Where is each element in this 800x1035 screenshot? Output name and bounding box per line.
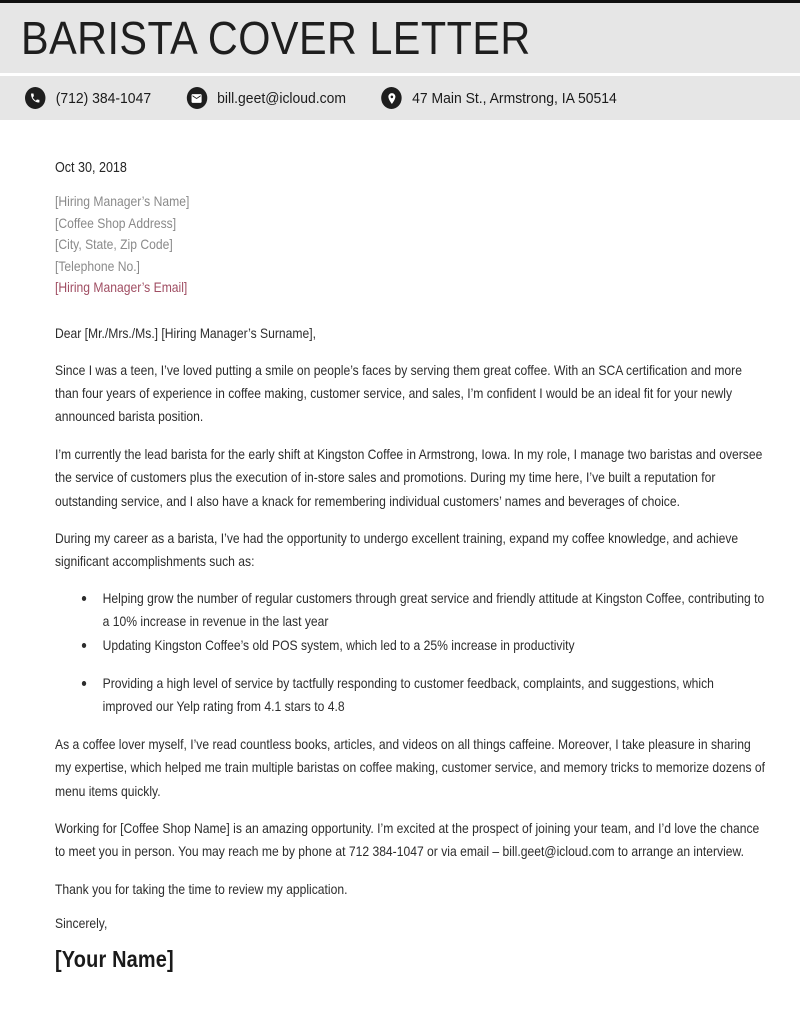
email-icon [186, 87, 206, 109]
phone-icon [25, 87, 45, 109]
recipient-address-line: [Coffee Shop Address] [55, 214, 177, 231]
list-item: Updating Kingston Coffee’s old POS system, which led to a 25% increase in productivity [55, 634, 767, 657]
contact-row [25, 87, 617, 109]
contact-address [381, 87, 616, 109]
signature-name: [Your Name] [55, 945, 174, 972]
accomplishments-list [55, 587, 767, 719]
letter-date: Oct 30, 2018 [55, 160, 127, 176]
body-paragraph: As a coffee lover myself, I’ve read countless books, articles, and videos on all things caffeine. Moreover, I take pleasure in sharing my expertise, which helped me train multiple baristas on coffee making, customer service, and memory tricks to memorize dozens of menu items quickly. [55, 735, 765, 799]
title-band [0, 3, 800, 73]
thank-you-line: Thank you for taking the time to review my application. [55, 880, 348, 897]
recipient-block [55, 191, 767, 299]
contact-phone-value: (712) 384-1047 [55, 89, 152, 107]
contact-band [0, 76, 800, 120]
cover-letter-body [55, 157, 767, 973]
valediction: Sincerely, [55, 914, 108, 931]
contact-email [186, 87, 346, 109]
body-paragraph: Working for [Coffee Shop Name] is an amazing opportunity. I’m excited at the prospect of joining your team, and I’d love the chance to meet you in person. You may reach me by phone at 712 384-1047 or via email – bill.geet@icloud.com to arrange an interview. [55, 820, 760, 860]
contact-email-value: bill.geet@icloud.com [217, 89, 347, 107]
recipient-email-line: [Hiring Manager’s Email] [55, 279, 188, 295]
body-paragraph: During my career as a barista, I’ve had the opportunity to undergo excellent training, expand my coffee knowledge, and achieve significant accomplishments such as: [55, 529, 739, 570]
body-paragraph: Since I was a teen, I’ve loved putting a smile on people’s faces by serving them great coffee. With an SCA certification and more than four years of experience in coffee making, customer service, and sales, I’m confident I would be an ideal fit for your newly announced barista position. [55, 361, 742, 425]
list-item: Providing a high level of service by tactfully responding to customer feedback, complaints, and suggestions, which improved our Yelp rating from 4.1 stars to 4.8 [55, 672, 767, 719]
recipient-city-line: [City, State, Zip Code] [55, 236, 173, 252]
list-item: Helping grow the number of regular customers through great service and friendly attitude at Kingston Coffee, contributing to a 10% increase in revenue in the last year [55, 587, 767, 634]
recipient-telephone-line: [Telephone No.] [55, 257, 140, 274]
recipient-name-line: [Hiring Manager’s Name] [55, 193, 190, 209]
page-header [0, 3, 800, 120]
page-title: BARISTA COVER LETTER [21, 12, 531, 64]
body-paragraph: I’m currently the lead barista for the early shift at Kingston Coffee in Armstrong, Iowa. In my role, I manage two baristas and oversee the service of customers plus the execution of in-store sales and promotions. During my time here, I’ve built a reputation for outstanding service, and I also have a knack for remembering individual customers’ names and beverages of choice. [55, 445, 763, 509]
location-icon [381, 87, 401, 109]
contact-phone [25, 87, 151, 109]
contact-address-value: 47 Main St., Armstrong, IA 50514 [412, 89, 617, 107]
salutation: Dear [Mr./Mrs./Ms.] [Hiring Manager’s Surname], [55, 324, 316, 341]
